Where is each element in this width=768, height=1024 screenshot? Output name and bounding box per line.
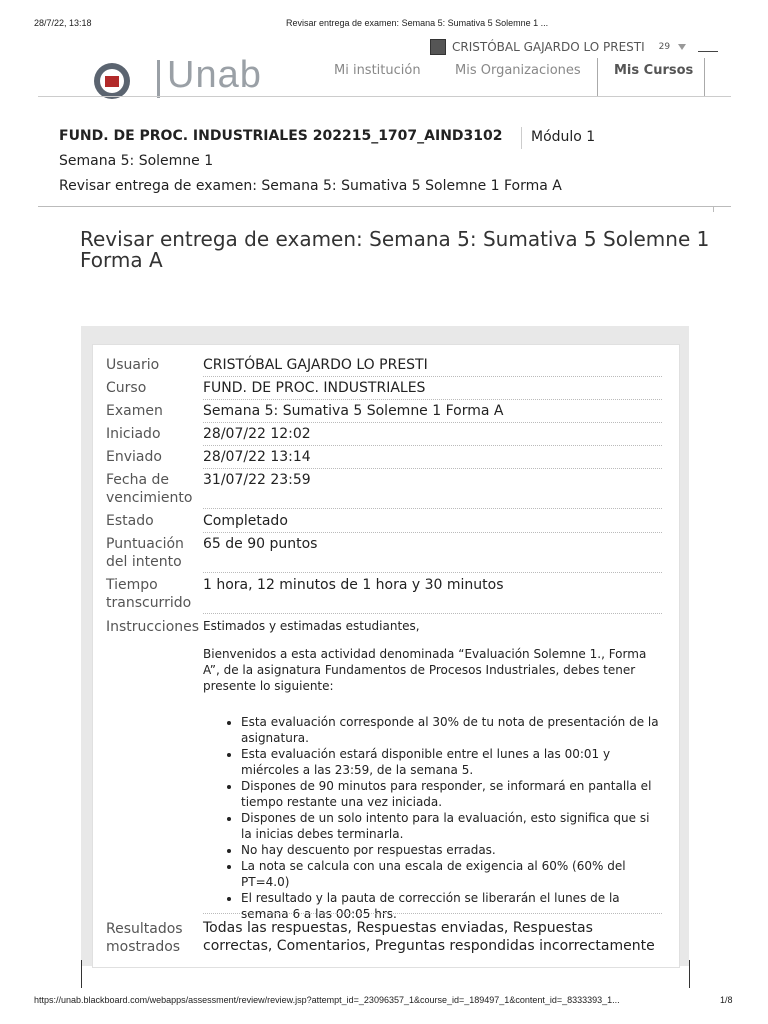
label-estado: Estado: [106, 513, 154, 529]
value-curso: FUND. DE PROC. INDUSTRIALES: [203, 380, 426, 396]
page-title: Revisar entrega de examen: Semana 5: Sumativa 5 Solemne 1 Forma A: [80, 227, 710, 272]
instructions-text: [203, 618, 663, 922]
value-enviado: 28/07/22 13:14: [203, 449, 311, 465]
label-curso: Curso: [106, 380, 147, 396]
value-iniciado: 28/07/22 12:02: [203, 426, 311, 442]
user-menu[interactable]: [430, 39, 718, 55]
chevron-down-icon[interactable]: [678, 44, 686, 50]
print-datetime: 28/7/22, 13:18: [34, 18, 92, 28]
label-examen: Examen: [106, 403, 163, 419]
label-puntuacion-1: Puntuación: [106, 536, 184, 552]
row-divider: [203, 422, 662, 423]
row-divider: [203, 613, 662, 614]
avatar: [430, 39, 446, 55]
logo-divider: [157, 60, 160, 98]
menu-underline: [698, 43, 718, 52]
instructions-list: [203, 714, 663, 922]
row-divider: [203, 572, 662, 573]
nav-mis-cursos[interactable]: Mis Cursos: [614, 63, 694, 78]
value-resultados: Todas las respuestas, Respuestas enviadas, Respuestas correctas, Comentarios, Preguntas respondidas incorrectamente: [203, 920, 655, 954]
label-enviado: Enviado: [106, 449, 162, 465]
nav-mi-institucion[interactable]: Mi institución: [334, 63, 421, 78]
list-item: • El resultado y la pauta de corrección se liberarán el lunes de la semana 6 a las 00:05 hrs.: [241, 890, 663, 922]
value-usuario: CRISTÓBAL GAJARDO LO PRESTI: [203, 357, 428, 373]
breadcrumb-week[interactable]: Semana 5: Solemne 1: [59, 153, 214, 169]
print-doc-title: Revisar entrega de examen: Semana 5: Sumativa 5 Solemne 1 ...: [286, 18, 549, 28]
instructions-greeting: Estimados y estimadas estudiantes,: [203, 619, 420, 633]
label-vencimiento-1: Fecha de: [106, 472, 169, 488]
value-puntuacion: 65 de 90 puntos: [203, 536, 318, 552]
label-iniciado: Iniciado: [106, 426, 161, 442]
label-resultados-2: mostrados: [106, 939, 181, 955]
list-item: • Dispones de 90 minutos para responder, se informará en pantalla el tiempo restante una vez iniciada.: [241, 778, 663, 810]
header-divider: [38, 96, 731, 97]
label-usuario: Usuario: [106, 357, 160, 373]
instructions-intro: Bienvenidos a esta actividad denominada “Evaluación Solemne 1., Forma A”, de la asignatura Fundamentos de Procesos Industriales, debes tener presente lo siguiente:: [203, 647, 647, 693]
row-divider: [203, 399, 662, 400]
breadcrumb-divider: [38, 206, 731, 207]
module-label[interactable]: Módulo 1: [531, 129, 596, 145]
list-item: • Esta evaluación estará disponible entre el lunes a las 00:01 y miércoles a las 23:59, de la semana 5.: [241, 746, 663, 778]
panel-edge-right: [689, 960, 690, 988]
value-tiempo: 1 hora, 12 minutos de 1 hora y 30 minutos: [203, 577, 504, 593]
print-url: https://unab.blackboard.com/webapps/assessment/review/review.jsp?attempt_id=_23096357_1&course_id=_189497_1&content_id=_8333393_1...: [34, 995, 620, 1005]
unab-logo-icon[interactable]: [94, 63, 130, 99]
print-page-number: 1/8: [720, 995, 733, 1005]
value-examen: Semana 5: Sumativa 5 Solemne 1 Forma A: [203, 403, 504, 419]
list-item: • Dispones de un solo intento para la evaluación, esto significa que si la inicias debes terminarla.: [241, 810, 663, 842]
nav-mis-organizaciones[interactable]: Mis Organizaciones: [455, 63, 581, 78]
row-divider: [203, 376, 662, 377]
course-title[interactable]: FUND. DE PROC. INDUSTRIALES 202215_1707_AIND3102: [59, 128, 503, 144]
user-name: CRISTÓBAL GAJARDO LO PRESTI: [452, 40, 645, 54]
panel-edge-left: [81, 960, 82, 988]
label-tiempo-2: transcurrido: [106, 595, 192, 611]
list-item: • La nota se calcula con una escala de exigencia al 60% (60% del PT=4.0): [241, 858, 663, 890]
logo-text: Unab: [167, 54, 262, 96]
label-instrucciones: Instrucciones: [106, 619, 200, 635]
label-resultados-1: Resultados: [106, 921, 183, 937]
row-divider: [203, 913, 662, 914]
breadcrumb-divider-tick: [713, 206, 714, 212]
notification-badge[interactable]: 29: [658, 42, 671, 52]
row-divider: [203, 445, 662, 446]
row-divider: [203, 508, 662, 509]
row-divider: [203, 532, 662, 533]
label-vencimiento-2: vencimiento: [106, 490, 193, 506]
label-tiempo-1: Tiempo: [106, 577, 158, 593]
value-estado: Completado: [203, 513, 288, 529]
value-vencimiento: 31/07/22 23:59: [203, 472, 311, 488]
course-divider: [521, 127, 522, 149]
breadcrumb-current: Revisar entrega de examen: Semana 5: Sumativa 5 Solemne 1 Forma A: [59, 178, 562, 194]
list-item: • No hay descuento por respuestas erradas.: [241, 842, 663, 858]
label-puntuacion-2: del intento: [106, 554, 182, 570]
row-divider: [203, 468, 662, 469]
list-item: • Esta evaluación corresponde al 30% de tu nota de presentación de la asignatura.: [241, 714, 663, 746]
